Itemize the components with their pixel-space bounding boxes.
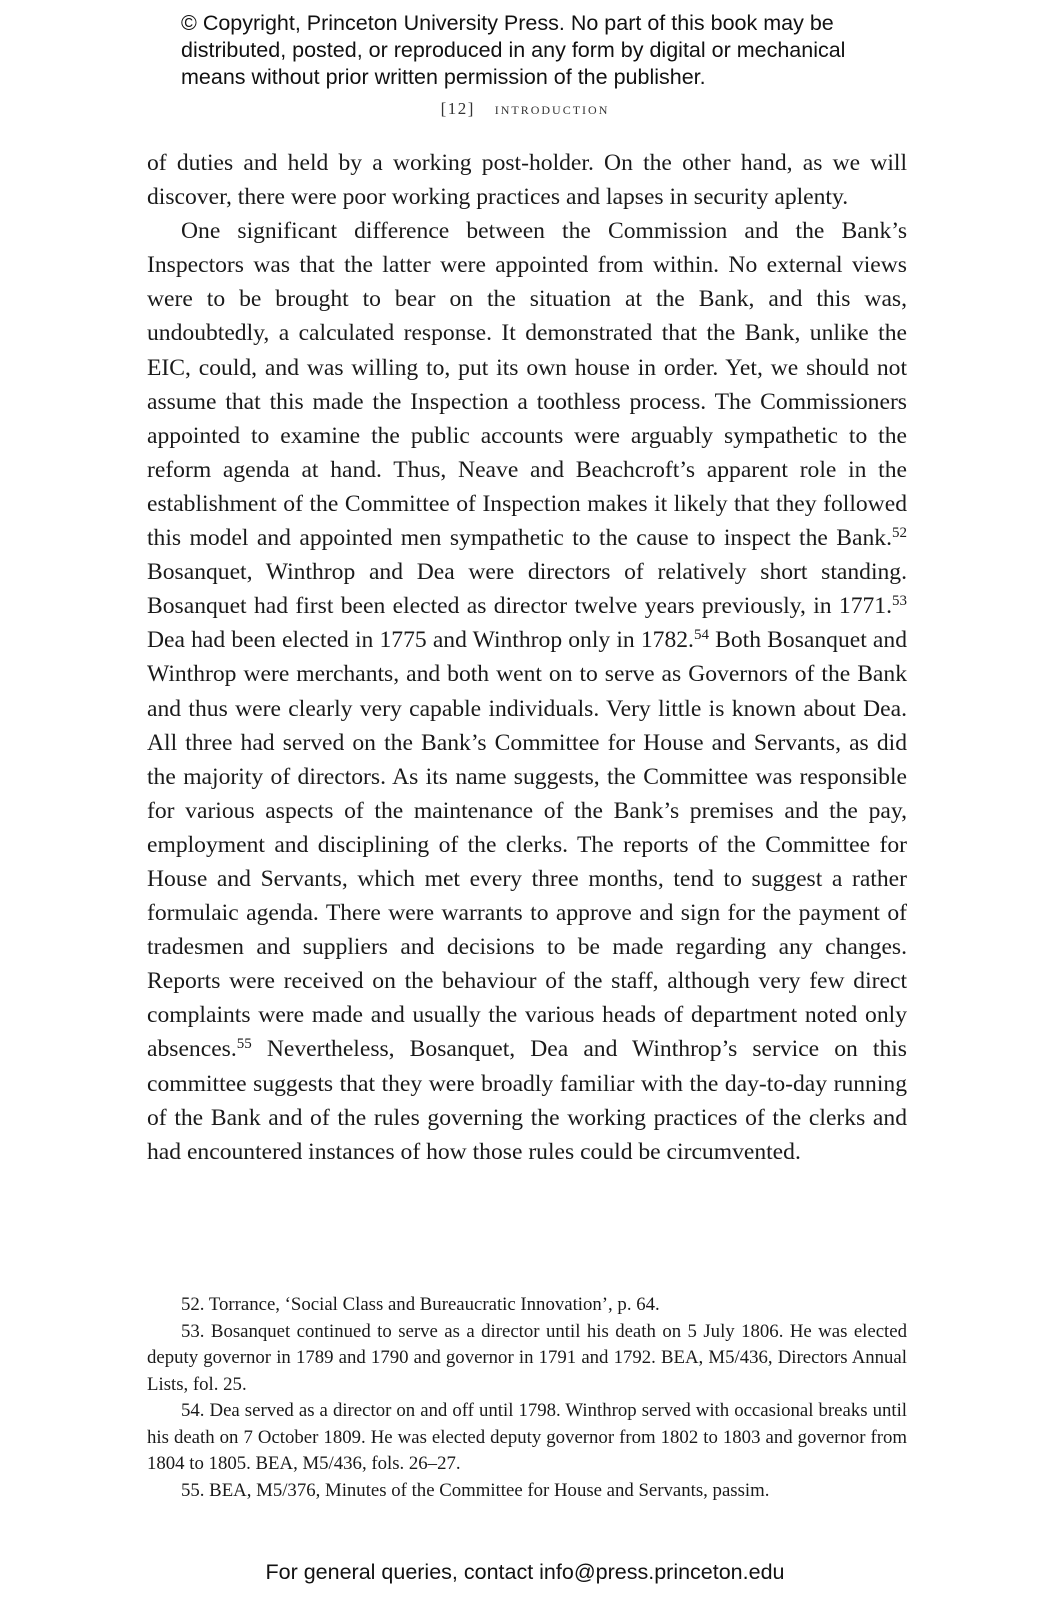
paragraph-1: of duties and held by a working post-holder. On the other hand, as we will discover, there were poor working practices and lapses in security aplenty. xyxy=(147,150,907,211)
footnote-53: 53. Bosanquet continued to serve as a director until his death on 5 July 1806. He was elected deputy governor in 1789 and 1790 and governor in 1791 and 1792. BEA, M5/436, Directors Annual Lists, fol. 25. xyxy=(147,1320,907,1395)
page-number: [12] xyxy=(440,99,475,118)
footnote-ref-54[interactable]: 54 xyxy=(693,627,709,644)
paragraph-2-part-c: Dea had been elected in 1775 and Winthrop only in 1782. xyxy=(147,627,694,654)
paragraph-2-part-e: Nevertheless, Bosanquet, Dea and Winthrop’s service on this committee suggests that they were broadly familiar with the day-to-day running of the Bank and of the rules governing the working practices of the clerks and had encountered instances of how those rules could be circumvented. xyxy=(147,1036,907,1165)
body-text xyxy=(147,146,907,1169)
paragraph-2-part-b: Bosanquet, Winthrop and Dea were directors of relatively short standing. Bosanquet had first been elected as director twelve years previously, in 1771. xyxy=(147,559,907,620)
footnote-54: 54. Dea served as a director on and off until 1798. Winthrop served with occasional breaks until his death on 7 October 1809. He was elected deputy governor from 1802 to 1803 and governor from 1804 to 1805. BEA, M5/436, fols. 26–27. xyxy=(147,1400,907,1474)
copyright-notice: © Copyright, Princeton University Press. No part of this book may be distributed, posted, or reproduced in any form by digital or mechanical means without prior written permission of the publisher. xyxy=(181,11,846,89)
section-title: introduction xyxy=(494,99,610,118)
footer-contact: For general queries, contact info@press.princeton.edu xyxy=(265,1560,785,1584)
footnotes xyxy=(147,1292,907,1504)
footnote-55: 55. BEA, M5/376, Minutes of the Committee for House and Servants, passim. xyxy=(181,1479,770,1501)
footnote-52: 52. Torrance, ‘Social Class and Bureaucratic Innovation’, p. 64. xyxy=(181,1294,660,1315)
paragraph-2-part-a: One significant difference between the Commission and the Bank’s Inspectors was that the latter were appointed from within. No external views were to be brought to bear on the situation at the Bank, and this was, undoubtedly, a calculated response. It demonstrated that the Bank, unlike the EIC, could, and was willing to, put its own house in order. Yet, we should not assume that this made the Inspection a toothless process. The Commissioners appointed to examine the public accounts were arguably sympathetic to the reform agenda at hand. Thus, Neave and Beachcroft’s apparent role in the establishment of the Committee of Inspection makes it likely that they followed this model and appointed men sympathetic to the cause to inspect the Bank. xyxy=(147,218,907,552)
footnote-ref-53[interactable]: 53 xyxy=(892,592,907,609)
footnote-ref-55[interactable]: 55 xyxy=(236,1036,252,1053)
running-head xyxy=(0,99,1050,119)
paragraph-2-part-d: Both Bosanquet and Winthrop were merchants, and both went on to serve as Governors of the Bank and thus were clearly very capable individuals. Very little is known about Dea. All three had served on the Bank’s Committee for House and Servants, as did the majority of directors. As its name suggests, the Committee was responsible for various aspects of the maintenance of the Bank’s premises and the pay, employment and disciplining of the clerks. The reports of the Committee for House and Servants, which met every three months, tend to suggest a rather formulaic agenda. There were warrants to approve and sign for the payment of tradesmen and suppliers and decisions to be made regarding any changes. Reports were received on the behaviour of the staff, although very few direct complaints were made and usually the various heads of department noted only absences. xyxy=(147,627,907,1063)
paragraph-2 xyxy=(147,214,907,1169)
footnote-ref-52[interactable]: 52 xyxy=(892,524,907,541)
